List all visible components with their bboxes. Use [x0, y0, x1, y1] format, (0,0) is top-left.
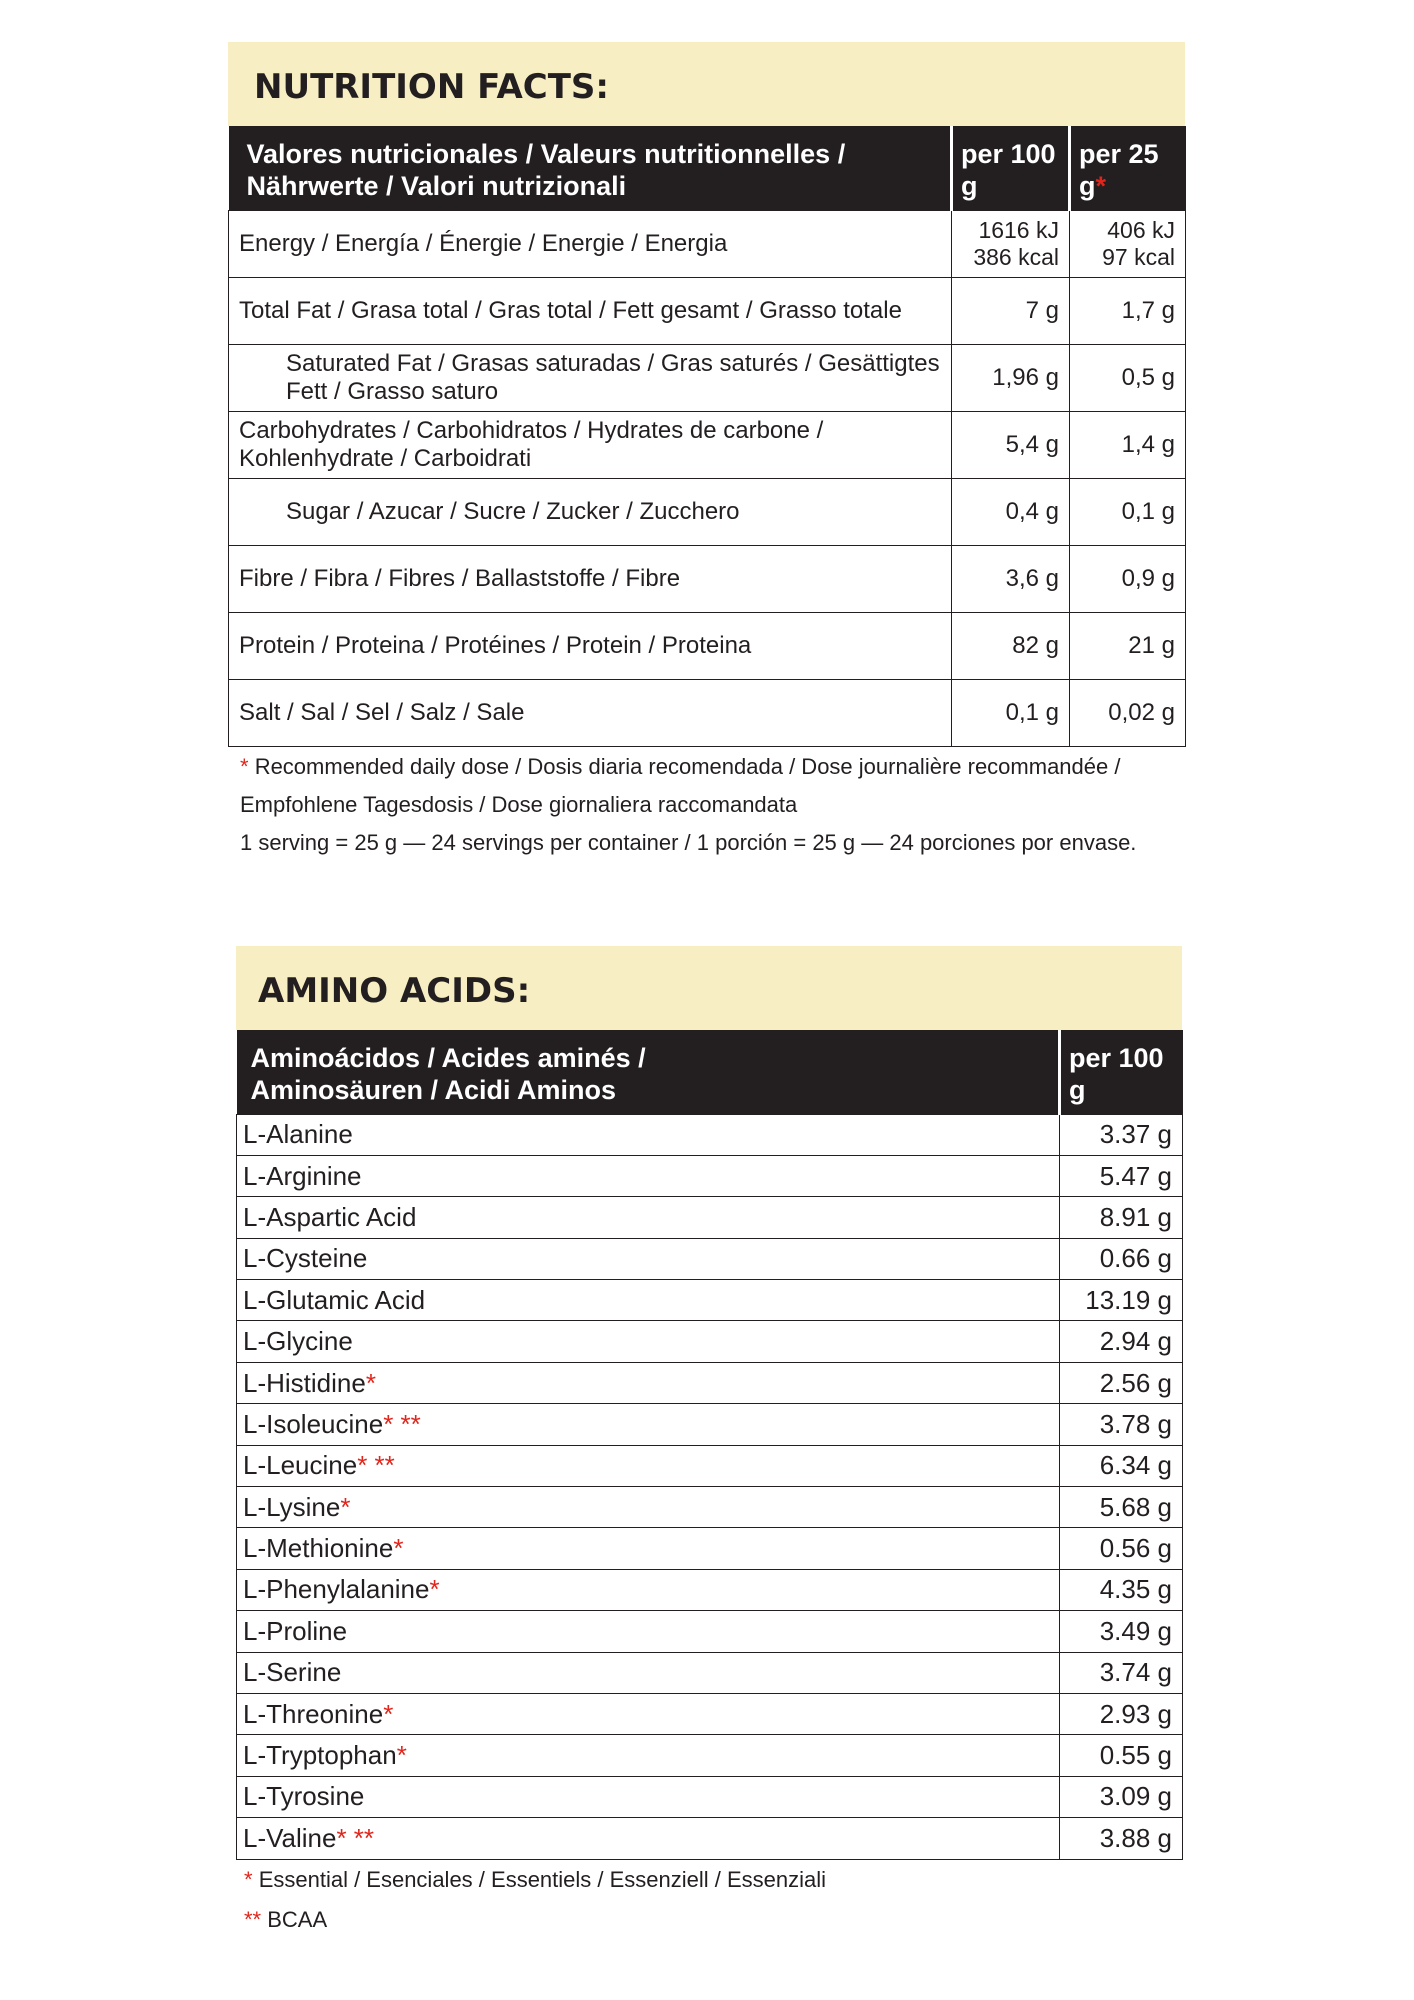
- amino-mark: *: [383, 1698, 394, 1729]
- amino-mark: *: [393, 1533, 404, 1564]
- amino-value: 3.78 g: [1060, 1404, 1183, 1445]
- amino-name: L-Lysine: [243, 1491, 341, 1522]
- nutrient-label: Carbohydrates / Carbohidratos / Hydrates de carbone / Kohlenhydrate / Carboidrati: [229, 411, 952, 478]
- nutrition-row: [229, 411, 1186, 478]
- amino-value: 3.74 g: [1060, 1652, 1183, 1693]
- amino-row: [237, 1155, 1183, 1196]
- amino-name: L-Glycine: [243, 1326, 353, 1357]
- amino-mark: * **: [357, 1450, 395, 1481]
- amino-name-cell: [237, 1776, 1060, 1817]
- amino-row: [237, 1569, 1183, 1610]
- amino-row: [237, 1238, 1183, 1279]
- nutrient-per-25g: 1,7 g: [1070, 277, 1186, 344]
- amino-name: L-Phenylalanine: [243, 1574, 430, 1605]
- amino-row: [237, 1280, 1183, 1321]
- amino-name: L-Methionine: [243, 1533, 394, 1564]
- energy-per-25g-kj: 406 kJ: [1107, 216, 1175, 243]
- nutrition-row: [229, 478, 1186, 545]
- amino-name-cell: [237, 1114, 1060, 1155]
- amino-value: 5.47 g: [1060, 1155, 1183, 1196]
- amino-name-cell: [237, 1818, 1060, 1859]
- amino-row: [237, 1611, 1183, 1652]
- amino-value: 0.56 g: [1060, 1528, 1183, 1569]
- amino-name-cell: [237, 1611, 1060, 1652]
- nutrient-per-100g: 0,4 g: [952, 478, 1070, 545]
- energy-label: Energy / Energía / Énergie / Energie / Energia: [229, 210, 952, 277]
- amino-header-line2: Aminosäuren / Acidi Aminos: [250, 1074, 617, 1105]
- amino-row: [237, 1487, 1183, 1528]
- amino-row: [237, 1404, 1183, 1445]
- footnote-line2: Empfohlene Tagesdosis / Dose giornaliera raccomandata: [240, 792, 798, 817]
- amino-value: 3.49 g: [1060, 1611, 1183, 1652]
- amino-name: L-Valine: [243, 1822, 337, 1853]
- nutrient-label: Protein / Proteina / Protéines / Protein / Proteina: [229, 612, 952, 679]
- amino-name: L-Serine: [243, 1657, 342, 1688]
- per-25g-header: [1070, 126, 1186, 210]
- amino-value: 4.35 g: [1060, 1569, 1183, 1610]
- energy-per-25g: [1070, 210, 1186, 277]
- amino-footnote-mark: *: [244, 1867, 253, 1892]
- amino-name-cell: [237, 1569, 1060, 1610]
- energy-per-100g: [952, 210, 1070, 277]
- amino-name-cell: [237, 1362, 1060, 1403]
- amino-name-cell: [237, 1735, 1060, 1776]
- amino-footnote-text: Essential / Esenciales / Essentiels / Essenziell / Essenziali: [258, 1867, 827, 1892]
- amino-value: 2.93 g: [1060, 1693, 1183, 1734]
- amino-name-cell: [237, 1445, 1060, 1486]
- amino-value: 3.09 g: [1060, 1776, 1183, 1817]
- amino-name-cell: [237, 1321, 1060, 1362]
- nutrition-facts-table: [228, 126, 1186, 747]
- amino-name: L-Leucine: [243, 1450, 358, 1481]
- amino-name-cell: [237, 1280, 1060, 1321]
- amino-name-cell: [237, 1693, 1060, 1734]
- nutrient-per-25g: 0,5 g: [1070, 344, 1186, 411]
- footnote-line3: 1 serving = 25 g — 24 servings per container / 1 porción = 25 g — 24 porciones por envase.: [240, 830, 1137, 855]
- amino-footnote: [244, 1900, 1144, 1940]
- nutrient-per-25g: 0,1 g: [1070, 478, 1186, 545]
- amino-row: [237, 1445, 1183, 1486]
- amino-name: L-Threonine: [243, 1698, 384, 1729]
- amino-row: [237, 1114, 1183, 1155]
- amino-value: 6.34 g: [1060, 1445, 1183, 1486]
- nutrient-label: Salt / Sal / Sel / Salz / Sale: [229, 679, 952, 746]
- amino-mark: *: [365, 1367, 376, 1398]
- nutrient-label: Total Fat / Grasa total / Gras total / Fett gesamt / Grasso totale: [229, 277, 952, 344]
- amino-name-cell: [237, 1528, 1060, 1569]
- amino-name: L-Proline: [243, 1615, 348, 1646]
- nutrition-header-line1: Valores nutricionales / Valeurs nutritionnelles /: [246, 138, 846, 169]
- amino-footnote-mark: **: [244, 1907, 262, 1932]
- energy-per-100g-kcal: 386 kcal: [973, 243, 1059, 270]
- amino-acids-title: AMINO ACIDS:: [236, 946, 1182, 1030]
- nutrient-per-25g: 21 g: [1070, 612, 1186, 679]
- nutrient-per-100g: 3,6 g: [952, 545, 1070, 612]
- amino-footnote-text: BCAA: [267, 1907, 328, 1932]
- nutrition-row: [229, 545, 1186, 612]
- nutrient-per-100g: 82 g: [952, 612, 1070, 679]
- amino-row: [237, 1652, 1183, 1693]
- amino-name: L-Tyrosine: [243, 1781, 365, 1812]
- footnote-line1: [240, 748, 1240, 786]
- amino-row: [237, 1776, 1183, 1817]
- nutrient-per-100g: 7 g: [952, 277, 1070, 344]
- amino-name-cell: [237, 1155, 1060, 1196]
- nutrient-per-100g: 5,4 g: [952, 411, 1070, 478]
- nutrient-label: Saturated Fat / Grasas saturadas / Gras saturés / Gesättigtes Fett / Grasso saturo: [229, 344, 952, 411]
- per-25g-header-text: per 25 g: [1079, 138, 1159, 201]
- amino-name: L-Cysteine: [243, 1243, 368, 1274]
- amino-name: L-Arginine: [243, 1160, 362, 1191]
- per-100g-header: per 100 g: [952, 126, 1070, 210]
- nutrition-row: [229, 679, 1186, 746]
- amino-name-cell: [237, 1238, 1060, 1279]
- nutrition-facts-title: NUTRITION FACTS:: [228, 42, 1185, 126]
- amino-per-100g-header: per 100 g: [1060, 1030, 1183, 1114]
- amino-value: 8.91 g: [1060, 1197, 1183, 1238]
- nutrient-per-100g: 1,96 g: [952, 344, 1070, 411]
- amino-row: [237, 1321, 1183, 1362]
- nutrient-label: Fibre / Fibra / Fibres / Ballaststoffe / Fibre: [229, 545, 952, 612]
- nutrient-per-25g: 0,9 g: [1070, 545, 1186, 612]
- nutrition-footnote: [240, 748, 1240, 862]
- amino-value: 0.55 g: [1060, 1735, 1183, 1776]
- amino-name-cell: [237, 1197, 1060, 1238]
- amino-value: 3.37 g: [1060, 1114, 1183, 1155]
- amino-mark: *: [340, 1491, 351, 1522]
- amino-mark: * **: [336, 1822, 375, 1853]
- amino-header-label: [237, 1030, 1060, 1114]
- amino-footnotes: [244, 1860, 1144, 1940]
- energy-row: [229, 210, 1186, 277]
- amino-value: 5.68 g: [1060, 1487, 1183, 1528]
- nutrition-row: [229, 612, 1186, 679]
- amino-name-cell: [237, 1487, 1060, 1528]
- amino-row: [237, 1197, 1183, 1238]
- nutrition-header-line2: Nährwerte / Valori nutrizionali: [246, 170, 627, 201]
- amino-mark: *: [396, 1740, 407, 1771]
- nutrient-per-25g: 0,02 g: [1070, 679, 1186, 746]
- amino-row: [237, 1818, 1183, 1859]
- energy-per-100g-kj: 1616 kJ: [978, 216, 1059, 243]
- amino-header-row: [237, 1030, 1183, 1114]
- nutrient-label: Sugar / Azucar / Sucre / Zucker / Zucchero: [229, 478, 952, 545]
- per-25g-asterisk: *: [1095, 170, 1107, 201]
- footnote-line1-text: Recommended daily dose / Dosis diaria recomendada / Dose journalière recommandée /: [254, 754, 1121, 779]
- amino-row: [237, 1735, 1183, 1776]
- amino-value: 3.88 g: [1060, 1818, 1183, 1859]
- amino-name: L-Aspartic Acid: [243, 1201, 417, 1232]
- nutrient-per-25g: 1,4 g: [1070, 411, 1186, 478]
- amino-value: 2.94 g: [1060, 1321, 1183, 1362]
- amino-name: L-Histidine: [243, 1367, 366, 1398]
- amino-name: L-Isoleucine: [243, 1408, 384, 1439]
- amino-mark: *: [429, 1574, 440, 1605]
- footnote-asterisk: *: [240, 754, 249, 779]
- amino-value: 0.66 g: [1060, 1238, 1183, 1279]
- nutrition-row: [229, 344, 1186, 411]
- amino-footnote: [244, 1860, 1144, 1900]
- amino-row: [237, 1528, 1183, 1569]
- nutrition-header-row: [229, 126, 1186, 210]
- energy-per-25g-kcal: 97 kcal: [1102, 243, 1175, 270]
- nutrient-per-100g: 0,1 g: [952, 679, 1070, 746]
- amino-value: 2.56 g: [1060, 1362, 1183, 1403]
- amino-row: [237, 1693, 1183, 1734]
- amino-header-line1: Aminoácidos / Acides aminés /: [250, 1042, 646, 1073]
- amino-name-cell: [237, 1652, 1060, 1693]
- amino-name: L-Tryptophan: [243, 1740, 397, 1771]
- nutrition-row: [229, 277, 1186, 344]
- amino-acids-table: [236, 1030, 1183, 1860]
- amino-name-cell: [237, 1404, 1060, 1445]
- amino-name: L-Glutamic Acid: [243, 1284, 426, 1315]
- amino-value: 13.19 g: [1060, 1280, 1183, 1321]
- nutrition-header-label: [229, 126, 952, 210]
- amino-row: [237, 1362, 1183, 1403]
- amino-name: L-Alanine: [243, 1119, 353, 1150]
- amino-mark: * **: [383, 1408, 421, 1439]
